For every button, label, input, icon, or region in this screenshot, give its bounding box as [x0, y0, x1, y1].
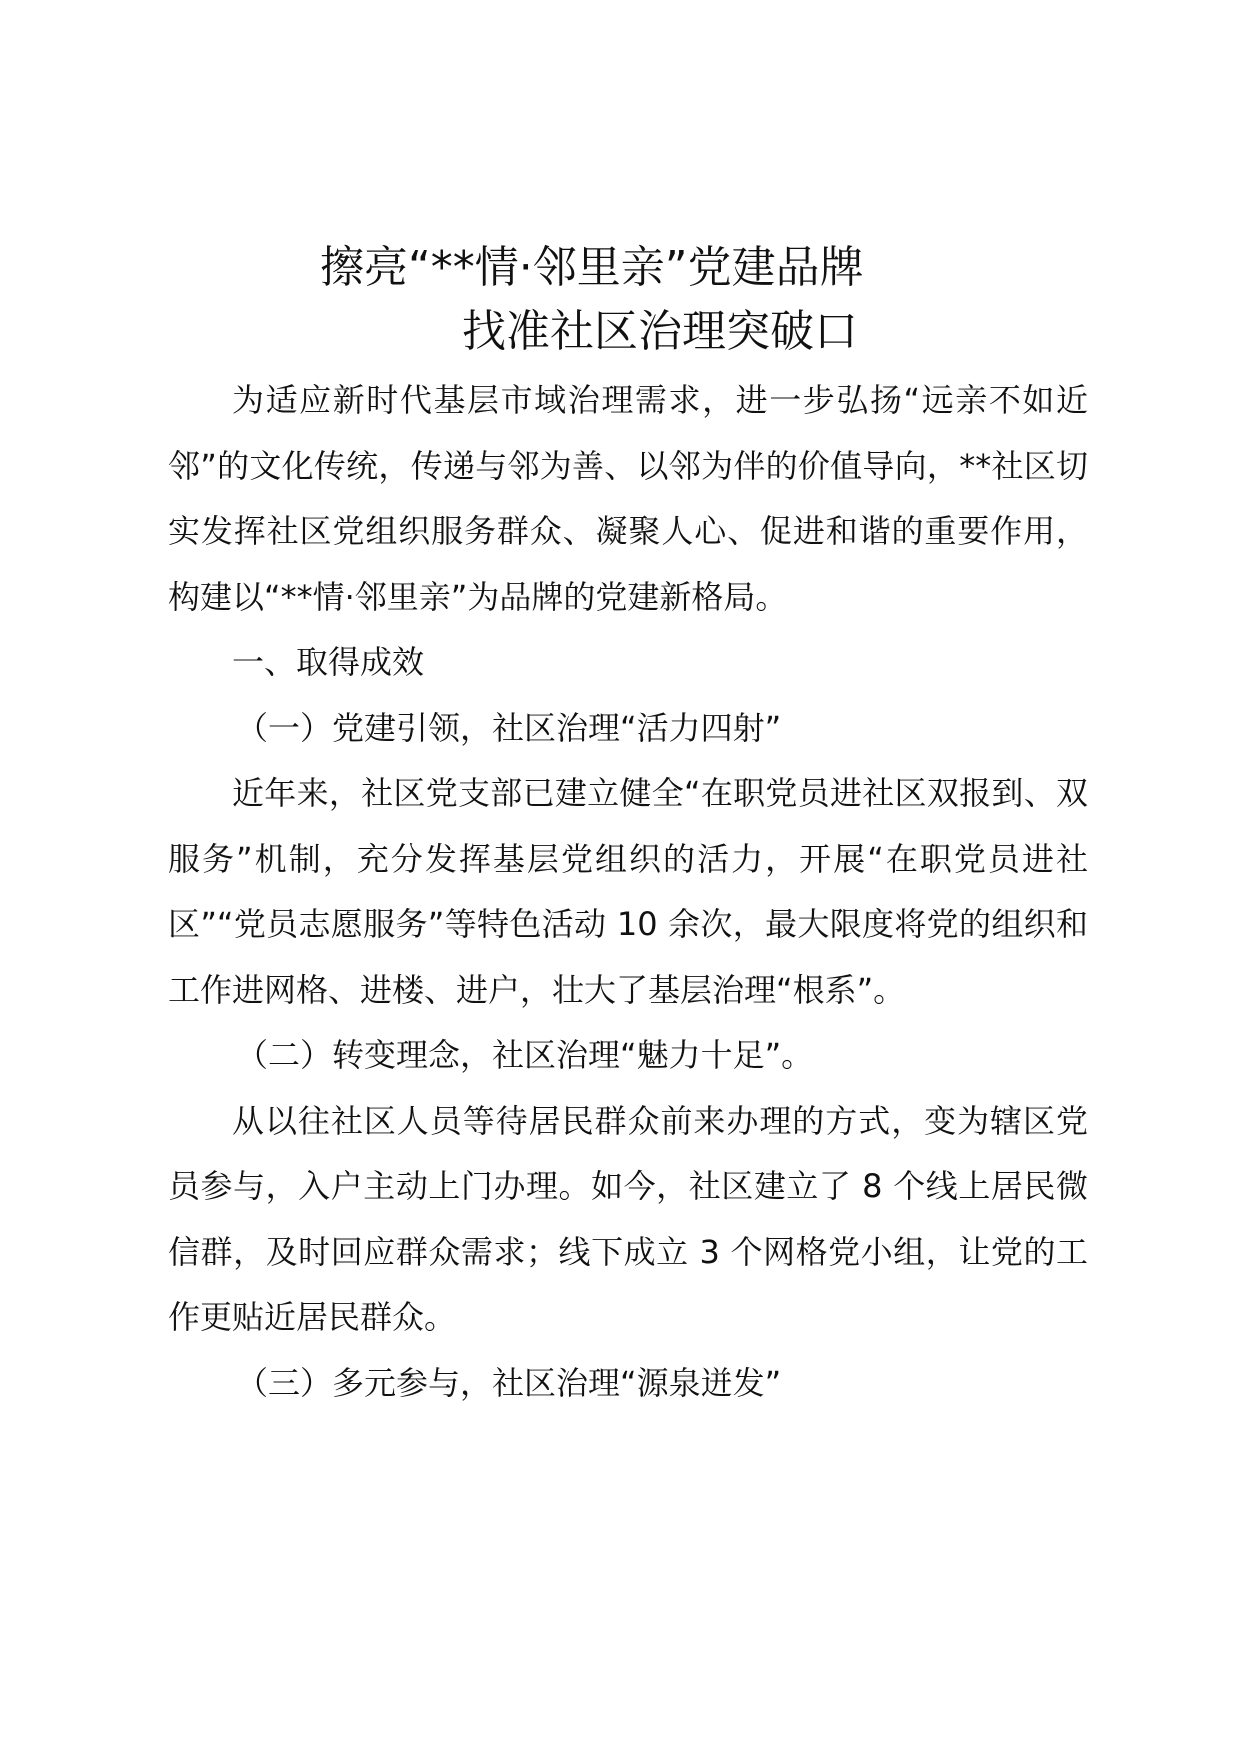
paragraph-change-concept: 从以往社区人员等待居民群众前来办理的方式，变为辖区党员参与，入户主动上门办理。如今，社区建立了 8 个线上居民微信群，及时回应群众需求；线下成立 3 个网格党小组，让党的工作更贴近居民群众。 — [168, 1101, 1088, 1336]
document-body — [168, 368, 1088, 1416]
section-heading-results: 一、取得成效 — [232, 643, 425, 681]
subheading-change-concept: （二）转变理念，社区治理“魅力十足”。 — [236, 1036, 814, 1074]
title-line-2: 找准社区治理突破口 — [462, 306, 858, 357]
title-line-1: 擦亮“**情·邻里亲”党建品牌 — [320, 242, 864, 293]
document-title — [150, 236, 1090, 364]
paragraph-party-leadership: 近年来，社区党支部已建立健全“在职党员进社区双报到、双服务”机制，充分发挥基层党组织的活力，开展“在职党员进社区”“党员志愿服务”等特色活动 10 余次，最大限度将党的组织和工作进网格、进楼、进户，壮大了基层治理“根系”。 — [168, 774, 1088, 1009]
subheading-multi-participation: （三）多元参与，社区治理“源泉迸发” — [236, 1363, 782, 1402]
intro-paragraph: 为适应新时代基层市域治理需求，进一步弘扬“远亲不如近邻”的文化传统，传递与邻为善、以邻为伴的价值导向，**社区切实发挥社区党组织服务群众、凝聚人心、促进和谐的重要作用，构建以“**情·邻里亲”为品牌的党建新格局。 — [168, 381, 1088, 616]
subheading-party-leadership: （一）党建引领，社区治理“活力四射” — [236, 708, 782, 747]
